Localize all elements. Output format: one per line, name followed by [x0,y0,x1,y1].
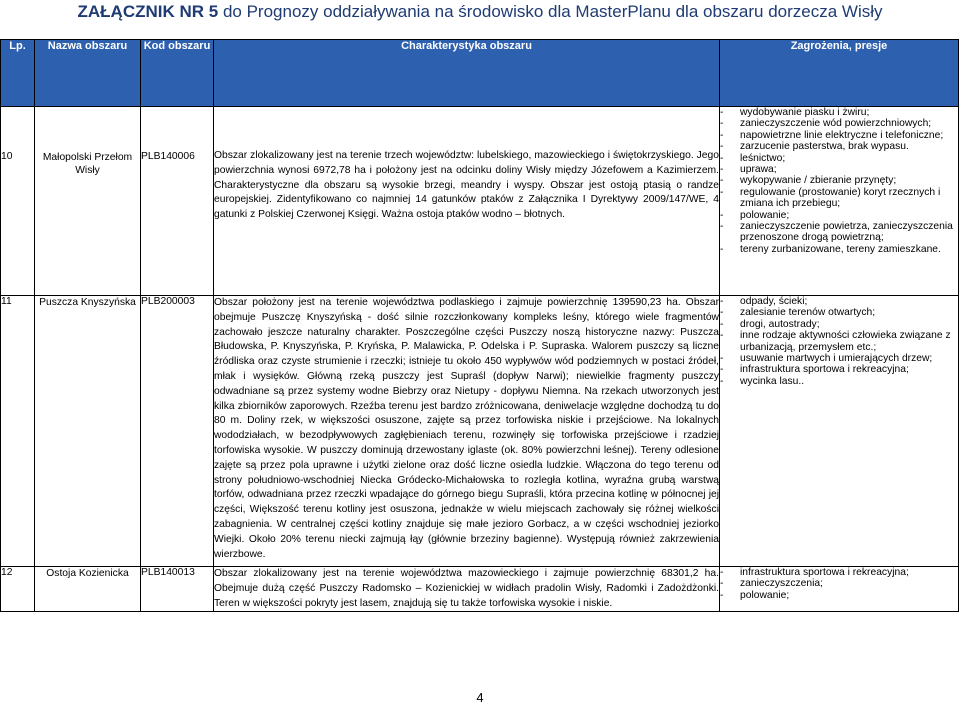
row-site-code: PLB140006 [141,107,214,296]
list-item: - drogi, autostrady; [720,319,958,330]
row-description: Obszar zlokalizowany jest na terenie województwa mazowieckiego i zajmuje powierzchnię 68301,2 ha. Obejmuje dużą część Puszczy Radomsko – Kozienickiej w widłach pradolin Wisły, Radomki i Zadożdżonki. Teren w większości pokryty jest lasem, znajdują się tu także torfowiska wysokie i niskie. [214,567,720,612]
row-lp: 11 [1,296,35,567]
list-item: - polowanie; [720,210,958,221]
list-item: - zanieczyszczenie powietrza, zanieczyszczenia przenoszone drogą powietrzną; [720,221,958,244]
list-item: - wycinka lasu.. [720,376,958,387]
document-title-text: do Prognozy oddziaływania na środowisko dla MasterPlanu dla obszaru dorzecza Wisły [218,2,883,21]
list-item: - inne rodzaje aktywności człowieka związane z urbanizacją, przemysłem etc.; [720,330,958,353]
table-row [1,567,959,612]
column-header-name: Nazwa obszaru [35,40,141,107]
list-item: - infrastruktura sportowa i rekreacyjna; [720,567,958,578]
table-row [1,296,959,567]
row-site-name: Puszcza Knyszyńska [35,296,141,567]
row-site-name: Ostoja Kozienicka [35,567,141,612]
row-threats [720,567,959,612]
list-item: - tereny zurbanizowane, tereny zamieszkane. [720,244,958,255]
list-item: - zalesianie terenów otwartych; [720,307,958,318]
threat-list [720,567,958,601]
column-header-characteristics: Charakterystyka obszaru [214,40,720,107]
list-item: - wykopywanie / zbieranie przynęty; [720,175,958,186]
row-threats [720,296,959,567]
row-lp: 12 [1,567,35,612]
list-item: - zanieczyszczenia; [720,578,958,589]
list-item: - usuwanie martwych i umierających drzew; [720,353,958,364]
row-description: Obszar położony jest na terenie województwa podlaskiego i zajmuje powierzchnię 139590,23 ha. Obszar obejmuje Puszczę Knyszyńską - dość silnie rozczłonkowany kompleks leśny, którego wiele fragmentów zachowało jeszcze naturalny charakter. Poszczególne części Puszczy noszą historyczne nazwy: Puszcza Błudowska, P. Knyszyńska, P. Kryńska, P. Malawicka, P. Odelska i P. Supraska. Walorem puszczy są liczne źródliska oraz czyste strumienie i rzeczki; istnieje tu około 450 wypływów wód podziemnych w postaci źródeł, młak i wysięków. Główną rzeką puszczy jest Supraśl (dopływ Narwi); niewielkie fragmenty puszczy odwadniane są przez systemy wodne Biebrzy oraz Nietupy - dopływu Niemna. Na rzekach utworzonych jest kilka zbiorników zaporowych. Rzeźba terenu jest bardzo zróżnicowana, deniwelacje względne dochodzą tu do 80 m. Doliny rzek, w większości osuszone, zajęte są przez torfowiska niskie i przejściowe. Na lokalnych wododziałach, w bezodpływowych zagłębieniach terenu, rozwinęły się torfowiska przejściowe i rzadziej torfowiska wysokie. W puszczy dominują drzewostany iglaste (ok. 80% powierzchni leśnej). Tereny odlesione zajęte są przez pola uprawne i użytki zielone oraz dość liczne osiedla ludzkie. Włączona do tego terenu od strony południowo-wschodniej Niecka Gródecko-Michałowska to rozległa kotlina, wyraźna grubą warstwą torfów, odwadniana przez rzeczki wpadające do górnego biegu Supraśli, która przecina kotlinę w północnej jej części, Większość terenu kotliny jest osuszona, jednakże w wielu miejscach zachowały się różnej wielkości zabagnienia. W centralnej części kotliny znajduje się małe jezioro Gorbacz, a w części wschodniej jeziorko Wiejki. Około 20% terenu niecki zajmują łąy (głównie brzeziny bagienne). Występują również zakrzewienia wierzbowe. [214,296,720,567]
row-threats [720,107,959,296]
threat-list [720,107,958,255]
list-item: - polowanie; [720,590,958,601]
list-item: - napowietrzne linie elektryczne i telefoniczne; [720,130,958,141]
page-number: 4 [476,690,484,705]
column-header-code: Kod obszaru [141,40,214,107]
list-item: - wydobywanie piasku i żwiru; [720,107,958,118]
list-item: - odpady, ścieki; [720,296,958,307]
row-description: Obszar zlokalizowany jest na terenie trzech województw: lubelskiego, mazowieckiego i świętokrzyskiego. Jego powierzchnia wynosi 6972,78 ha i położony jest na odcinku doliny Wisły między Józefowem a Kazimierzem. Charakterystyczne dla obszaru są wysokie brzegi, meandry i wyspy. Obszar jest ostoją ptasią o randze europejskiej. Zidentyfikowano co najmniej 14 gatunków ptaków z Załącznika I Dyrektywy 2009/147/WE, 4 gatunki z Polskiej Czerwonej Księgi. Ważna ostoja ptaków wodno – błotnych. [214,107,720,296]
sites-table [0,39,959,612]
list-item: - regulowanie (prostowanie) koryt rzecznych i zmiana ich przebiegu; [720,187,958,210]
list-item: - zarzucenie pasterstwa, brak wypasu. [720,141,958,152]
row-lp: 10 [1,107,35,296]
column-header-lp: Lp. [1,40,35,107]
row-site-code: PLB200003 [141,296,214,567]
list-item: - zanieczyszczenie wód powierzchniowych; [720,118,958,129]
row-site-name: Małopolski Przełom Wisły [35,107,141,296]
column-header-threats: Zagrożenia, presje [720,40,959,107]
list-item: - uprawa; [720,164,958,175]
threat-list [720,296,958,387]
list-item: - leśnictwo; [720,153,958,164]
row-site-code: PLB140013 [141,567,214,612]
table-row [1,107,959,296]
list-item: - infrastruktura sportowa i rekreacyjna; [720,364,958,375]
document-title-annex: ZAŁĄCZNIK NR 5 [77,2,219,21]
document-title [0,2,960,22]
table-header-row [1,40,959,107]
